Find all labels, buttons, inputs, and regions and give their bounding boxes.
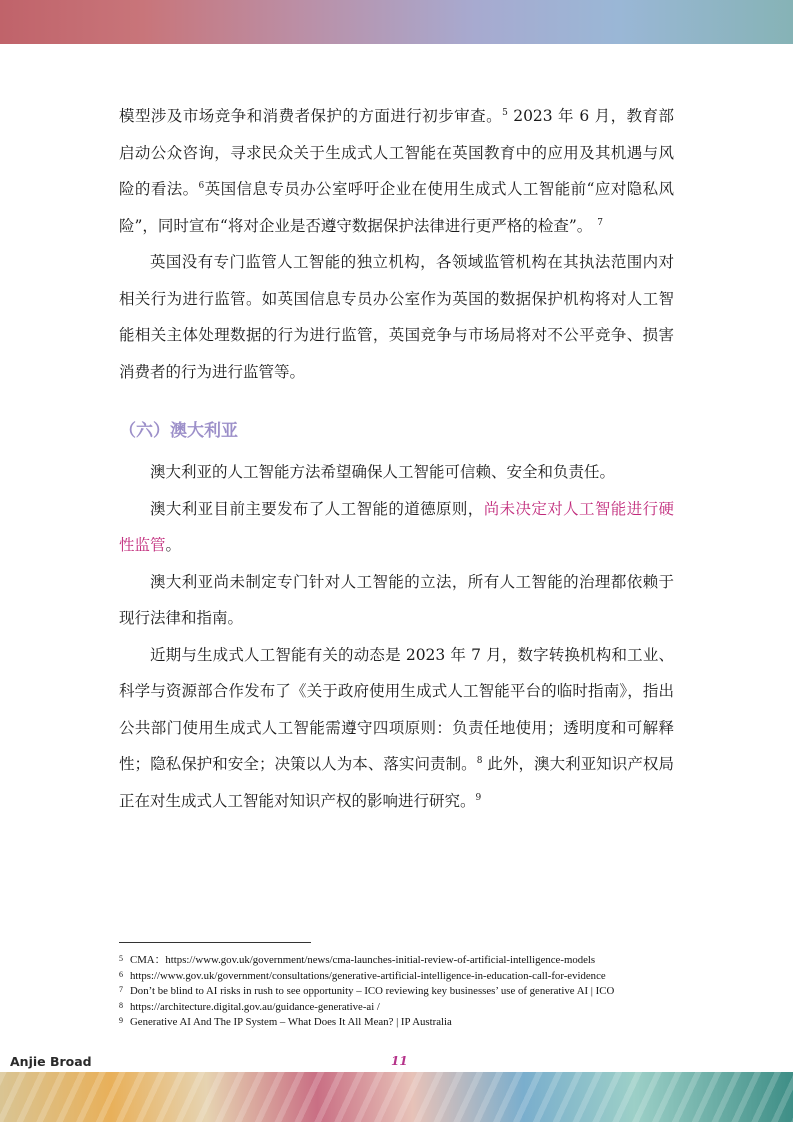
paragraph-au-guidance (119, 637, 674, 820)
footnote-text[interactable]: Don’t be blind to AI risks in rush to see opportunity – ICO reviewing key businesses’ use of generative AI | ICO (130, 985, 615, 998)
footnote-item (119, 968, 719, 984)
footnote-ref[interactable]: 9 (475, 792, 482, 803)
footnote-number: 9 (119, 1016, 123, 1026)
page-body (119, 98, 674, 819)
top-decorative-band (0, 0, 793, 44)
footnote-text[interactable]: Generative AI And The IP System – What Does It All Mean? | IP Australia (130, 1016, 452, 1029)
footnote-ref[interactable]: 5 (502, 108, 508, 118)
section-heading-australia: （六）澳大利亚 (119, 421, 238, 441)
paragraph-au-approach: 澳大利亚的人工智能方法希望确保人工智能可信赖、安全和负责任。 (150, 463, 616, 481)
text-run: 英国信息专员办公室呼吁企业在使用生成式人工智能前“应对隐私风险”，同时宣布“将对企业是否遵守数据保护法律进行更严格的检查”。 (119, 180, 674, 235)
paragraph-uk-regulators: 英国没有专门监管人工智能的独立机构，各领域监管机构在其执法范围内对相关行为进行监管。如英国信息专员办公室作为英国的数据保护机构将对人工智能相关主体处理数据的行为进行监管，英国竞争与市场局将对不公平竞争、损害消费者的行为进行监管等。 (119, 253, 674, 381)
footnote-text[interactable]: https://www.gov.uk/government/consultations/generative-artificial-intelligence-in-education-call-for-evidence (130, 969, 606, 982)
footnotes (119, 952, 719, 1030)
footnote-item (119, 983, 719, 999)
text-run: 近期与生成式人工智能有关的动态是 2023 年 7 月，数字转换机构和工业、科学与资源部合作发布了《关于政府使用生成式人工智能平台的临时指南》，指出公共部门使用生成式人工智能需遵守四项原则：负责任地使用；透明度和可解释性；隐私保护和安全；决策以人为本、落实问责制。 (119, 645, 674, 773)
footnote-ref[interactable]: 6 (198, 181, 205, 191)
bottom-decorative-band (0, 1072, 793, 1122)
paragraph-uk-review (119, 98, 674, 244)
footnote-item (119, 1014, 719, 1030)
paragraph-au-principles (119, 491, 674, 564)
footnote-divider (119, 942, 311, 943)
highlighted-text: 尚未决定对人工智能进行硬性监管 (119, 499, 674, 554)
paragraph-au-legislation: 澳大利亚尚未制定专门针对人工智能的立法，所有人工智能的治理都依赖于现行法律和指南。 (119, 572, 674, 627)
footnote-ref[interactable]: 8 (476, 756, 483, 766)
footnote-number: 8 (119, 1000, 123, 1010)
text-run: 此外，澳大利亚知识产权局正在对生成式人工智能对知识产权的影响进行研究。 (119, 755, 674, 810)
footer-author: Anjie Broad (10, 1054, 92, 1069)
text-run: 。 (165, 536, 182, 554)
page-number: 11 (391, 1054, 408, 1068)
footnote-number: 5 (119, 954, 123, 963)
footnote-item (119, 952, 719, 968)
footnote-ref[interactable]: 7 (597, 217, 603, 228)
text-run: 澳大利亚目前主要发布了人工智能的道德原则， (150, 499, 484, 518)
text-run: 2023 年 6 月，教育部启动公众咨询，寻求民众关于生成式人工智能在英国教育中的应用及其机遇与风险的看法。 (119, 107, 674, 198)
footnote-number: 7 (119, 985, 123, 995)
footnote-number: 6 (119, 969, 123, 979)
footnote-text[interactable]: https://architecture.digital.gov.au/guidance-generative-ai / (130, 1000, 380, 1013)
footnote-item (119, 999, 719, 1015)
footnote-text[interactable]: CMA：https://www.gov.uk/government/news/cma-launches-initial-review-of-artificial-intelligence-models (130, 954, 596, 966)
text-run: 模型涉及市场竞争和消费者保护的方面进行初步审查。 (119, 107, 503, 125)
